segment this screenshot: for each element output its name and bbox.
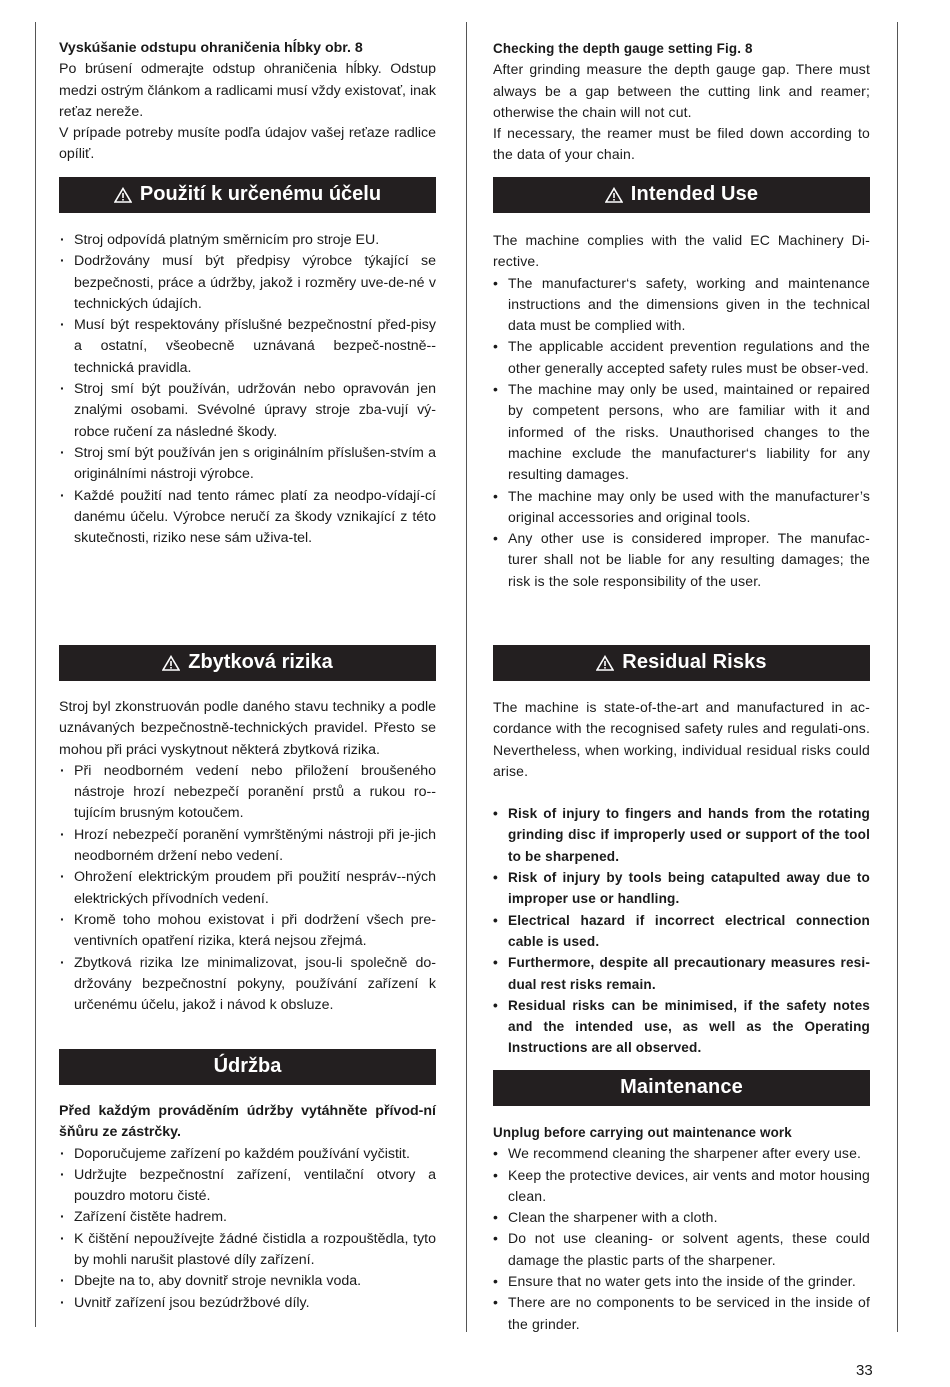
- residual-risks-list: [59, 761, 436, 1017]
- list-item: · Ohrožení elektrickým proudem při použití nespráv--ných elektrických přívodních vedení.: [59, 867, 436, 910]
- section-heading: Maintenance: [620, 1076, 743, 1099]
- list-item: · Při neodborném vedení nebo přiložení broušeného nástroje hrozí nebezpečí poranění prstů a rukou ro--tujícím brusným kotoučem.: [59, 761, 436, 825]
- depth-gauge-section-sk: [59, 38, 436, 166]
- list-item: · Doporučujeme zařízení po každém používání vyčistit.: [59, 1144, 436, 1165]
- residual-risks-list: [493, 803, 870, 1059]
- list-item: · Stroj smí být používán jen s originálním příslušen-stvím a originálními nástroji výrobce.: [59, 443, 436, 486]
- warning-triangle-icon: [114, 187, 132, 203]
- maintenance-section-en: [493, 1122, 870, 1335]
- list-item: · Kromě toho mohou existovat i při dodržení všech pre-ventivních opatření rizika, která nejsou zřejmá.: [59, 910, 436, 953]
- section-heading: Intended Use: [630, 183, 759, 206]
- section-heading: Residual Risks: [622, 651, 767, 674]
- residual-risks-intro: The machine is state-of-the-art and manufactured in ac-cordance with the recognised safety rules and regulati-ons. Nevertheless, when working, individual residual risks could arise.: [493, 699, 870, 779]
- maintenance-lead: Unplug before carrying out maintenance work: [493, 1125, 792, 1140]
- list-item: • Furthermore, despite all precautionary measures resi-dual rest risks remain.: [493, 952, 870, 995]
- page-number: 33: [856, 1362, 873, 1379]
- depth-gauge-section-en: [493, 38, 870, 166]
- intended-use-section-en: [493, 230, 870, 592]
- list-item: • Risk of injury by tools being catapulted away due to improper use or handling.: [493, 867, 870, 910]
- residual-risks-heading-bar: [493, 645, 870, 681]
- depth-gauge-paragraph: Po brúsení odmerajte odstup ohraničenia hĺbky. Odstup medzi ostrým článkom a radlicami musí vždy existovať, inak reťaz nereže.: [59, 61, 436, 120]
- list-item: • Risk of injury to fingers and hands from the rotating grinding disc if improperly used or support of the tool to be sharpened.: [493, 803, 870, 867]
- section-heading: Použití k určenému účelu: [139, 183, 382, 206]
- list-item: · Zbytková rizika lze minimalizovat, jsou-li společně do-držovány bezpečnostní pokyny, používání zařízení k určenému účelu, jakož i návod k obsluze.: [59, 953, 436, 1017]
- center-divider-line: [466, 22, 467, 1332]
- warning-triangle-icon: [605, 187, 623, 203]
- maintenance-list: [493, 1143, 870, 1335]
- depth-gauge-title: Vyskúšanie odstupu ohraničenia hĺbky obr. 8: [59, 40, 363, 56]
- list-item: · Dodržovány musí být předpisy výrobce týkající se bezpečnosti, práce a údržby, jakož i rozměry uve-de-né v technických údajích.: [59, 251, 436, 315]
- list-item: · Dbejte na to, aby dovnitř stroje nevnikla voda.: [59, 1271, 436, 1292]
- section-heading: Zbytková rizika: [188, 651, 333, 674]
- section-heading: Údržba: [213, 1055, 282, 1078]
- list-item: • Do not use cleaning- or solvent agents, these could damage the plastic parts of the sharpener.: [493, 1228, 870, 1271]
- depth-gauge-title: Checking the depth gauge setting Fig. 8: [493, 41, 753, 56]
- list-item: • Ensure that no water gets into the inside of the grinder.: [493, 1271, 870, 1292]
- list-item: • Electrical hazard if incorrect electrical connection cable is used.: [493, 910, 870, 953]
- depth-gauge-paragraph: V prípade potreby musíte podľa údajov vašej reťaze radlice opíliť.: [59, 125, 436, 163]
- maintenance-heading-bar: [59, 1049, 436, 1085]
- list-item: • The machine may only be used with the manufacturer’s original accessories and original tools.: [493, 486, 870, 529]
- list-item: · Zařízení čistěte hadrem.: [59, 1207, 436, 1228]
- list-item: • There are no components to be serviced in the inside of the grinder.: [493, 1292, 870, 1335]
- intended-use-heading-bar: [493, 177, 870, 213]
- list-item: · Udržujte bezpečnostní zařízení, ventilační otvory a pouzdro motoru čisté.: [59, 1165, 436, 1208]
- right-margin-line: [897, 22, 898, 1332]
- list-item: • We recommend cleaning the sharpener after every use.: [493, 1143, 870, 1164]
- maintenance-list: [59, 1144, 436, 1314]
- list-item: • The machine may only be used, maintained or repaired by competent persons, who are familiar with it and informed of the risks. Unauthorised changes to the machine exclude the manufacturer‘s liability for any resulting damages.: [493, 379, 870, 485]
- residual-risks-section-cs: [59, 697, 436, 1016]
- list-item: • Keep the protective devices, air vents and motor housing clean.: [493, 1165, 870, 1208]
- residual-risks-section-en: [493, 697, 870, 1059]
- maintenance-section-cs: [59, 1101, 436, 1314]
- residual-risks-heading-bar: [59, 645, 436, 681]
- list-item: • The manufacturer‘s safety, working and maintenance instructions and the dimensions given in the technical data must be complied with.: [493, 273, 870, 337]
- intended-use-intro: The machine complies with the valid EC Machinery Di-rective.: [493, 232, 870, 270]
- intended-use-heading-bar: [59, 177, 436, 213]
- list-item: • Any other use is considered improper. The manufac-turer shall not be liable for any resulting damages; the risk is the sole responsibility of the user.: [493, 528, 870, 592]
- list-item: · K čištění nepoužívejte žádné čistidla a rozpouštědla, tyto by mohli narušit plastové díly zařízení.: [59, 1229, 436, 1272]
- warning-triangle-icon: [596, 655, 614, 671]
- intended-use-list: [493, 273, 870, 592]
- list-item: · Každé použití nad tento rámec platí za neodpo-vídají-cí danému účelu. Výrobce neručí za škody vznikající z této skutečnosti, riziko nese sám uživa-tel.: [59, 486, 436, 550]
- maintenance-lead: Před každým prováděním údržby vytáhněte přívod-ní šňůru ze zástrčky.: [59, 1103, 436, 1141]
- list-item: • Residual risks can be minimised, if the safety notes and the intended use, as well as the Operating Instructions are all observed.: [493, 995, 870, 1059]
- list-item: · Hrozí nebezpečí poranění vymrštěnými nástroji při je-jich neodborném držení nebo vedení.: [59, 825, 436, 868]
- list-item: · Musí být respektovány příslušné bezpečnostní před-pisy a ostatní, všeobecně uznávaná bezpeč-nostně--technická pravidla.: [59, 315, 436, 379]
- left-margin-line: [35, 22, 36, 1327]
- intended-use-list-cs: [59, 230, 436, 549]
- residual-risks-intro: Stroj byl zkonstruován podle daného stavu techniky a podle uznávaných bezpečnostně-technických pravidel. Přesto se mohou při práci vyskytnout některá zbytková rizika.: [59, 699, 436, 758]
- warning-triangle-icon: [162, 655, 180, 671]
- depth-gauge-paragraph: If necessary, the reamer must be filed down according to the data of your chain.: [493, 125, 870, 163]
- maintenance-heading-bar: [493, 1070, 870, 1106]
- list-item: · Stroj odpovídá platným směrnicím pro stroje EU.: [59, 230, 436, 251]
- list-item: • Clean the sharpener with a cloth.: [493, 1207, 870, 1228]
- depth-gauge-paragraph: After grinding measure the depth gauge gap. There must always be a gap between the cutting link and reamer; otherwise the chain will not cut.: [493, 61, 870, 120]
- list-item: · Uvnitř zařízení jsou bezúdržbové díly.: [59, 1293, 436, 1314]
- list-item: • The applicable accident prevention regulations and the other generally accepted safety rules must be obser-ved.: [493, 336, 870, 379]
- list-item: · Stroj smí být používán, udržován nebo opravován jen znalými osobami. Svévolné úpravy stroje zba-vují vý-robce ručení za následné škody.: [59, 379, 436, 443]
